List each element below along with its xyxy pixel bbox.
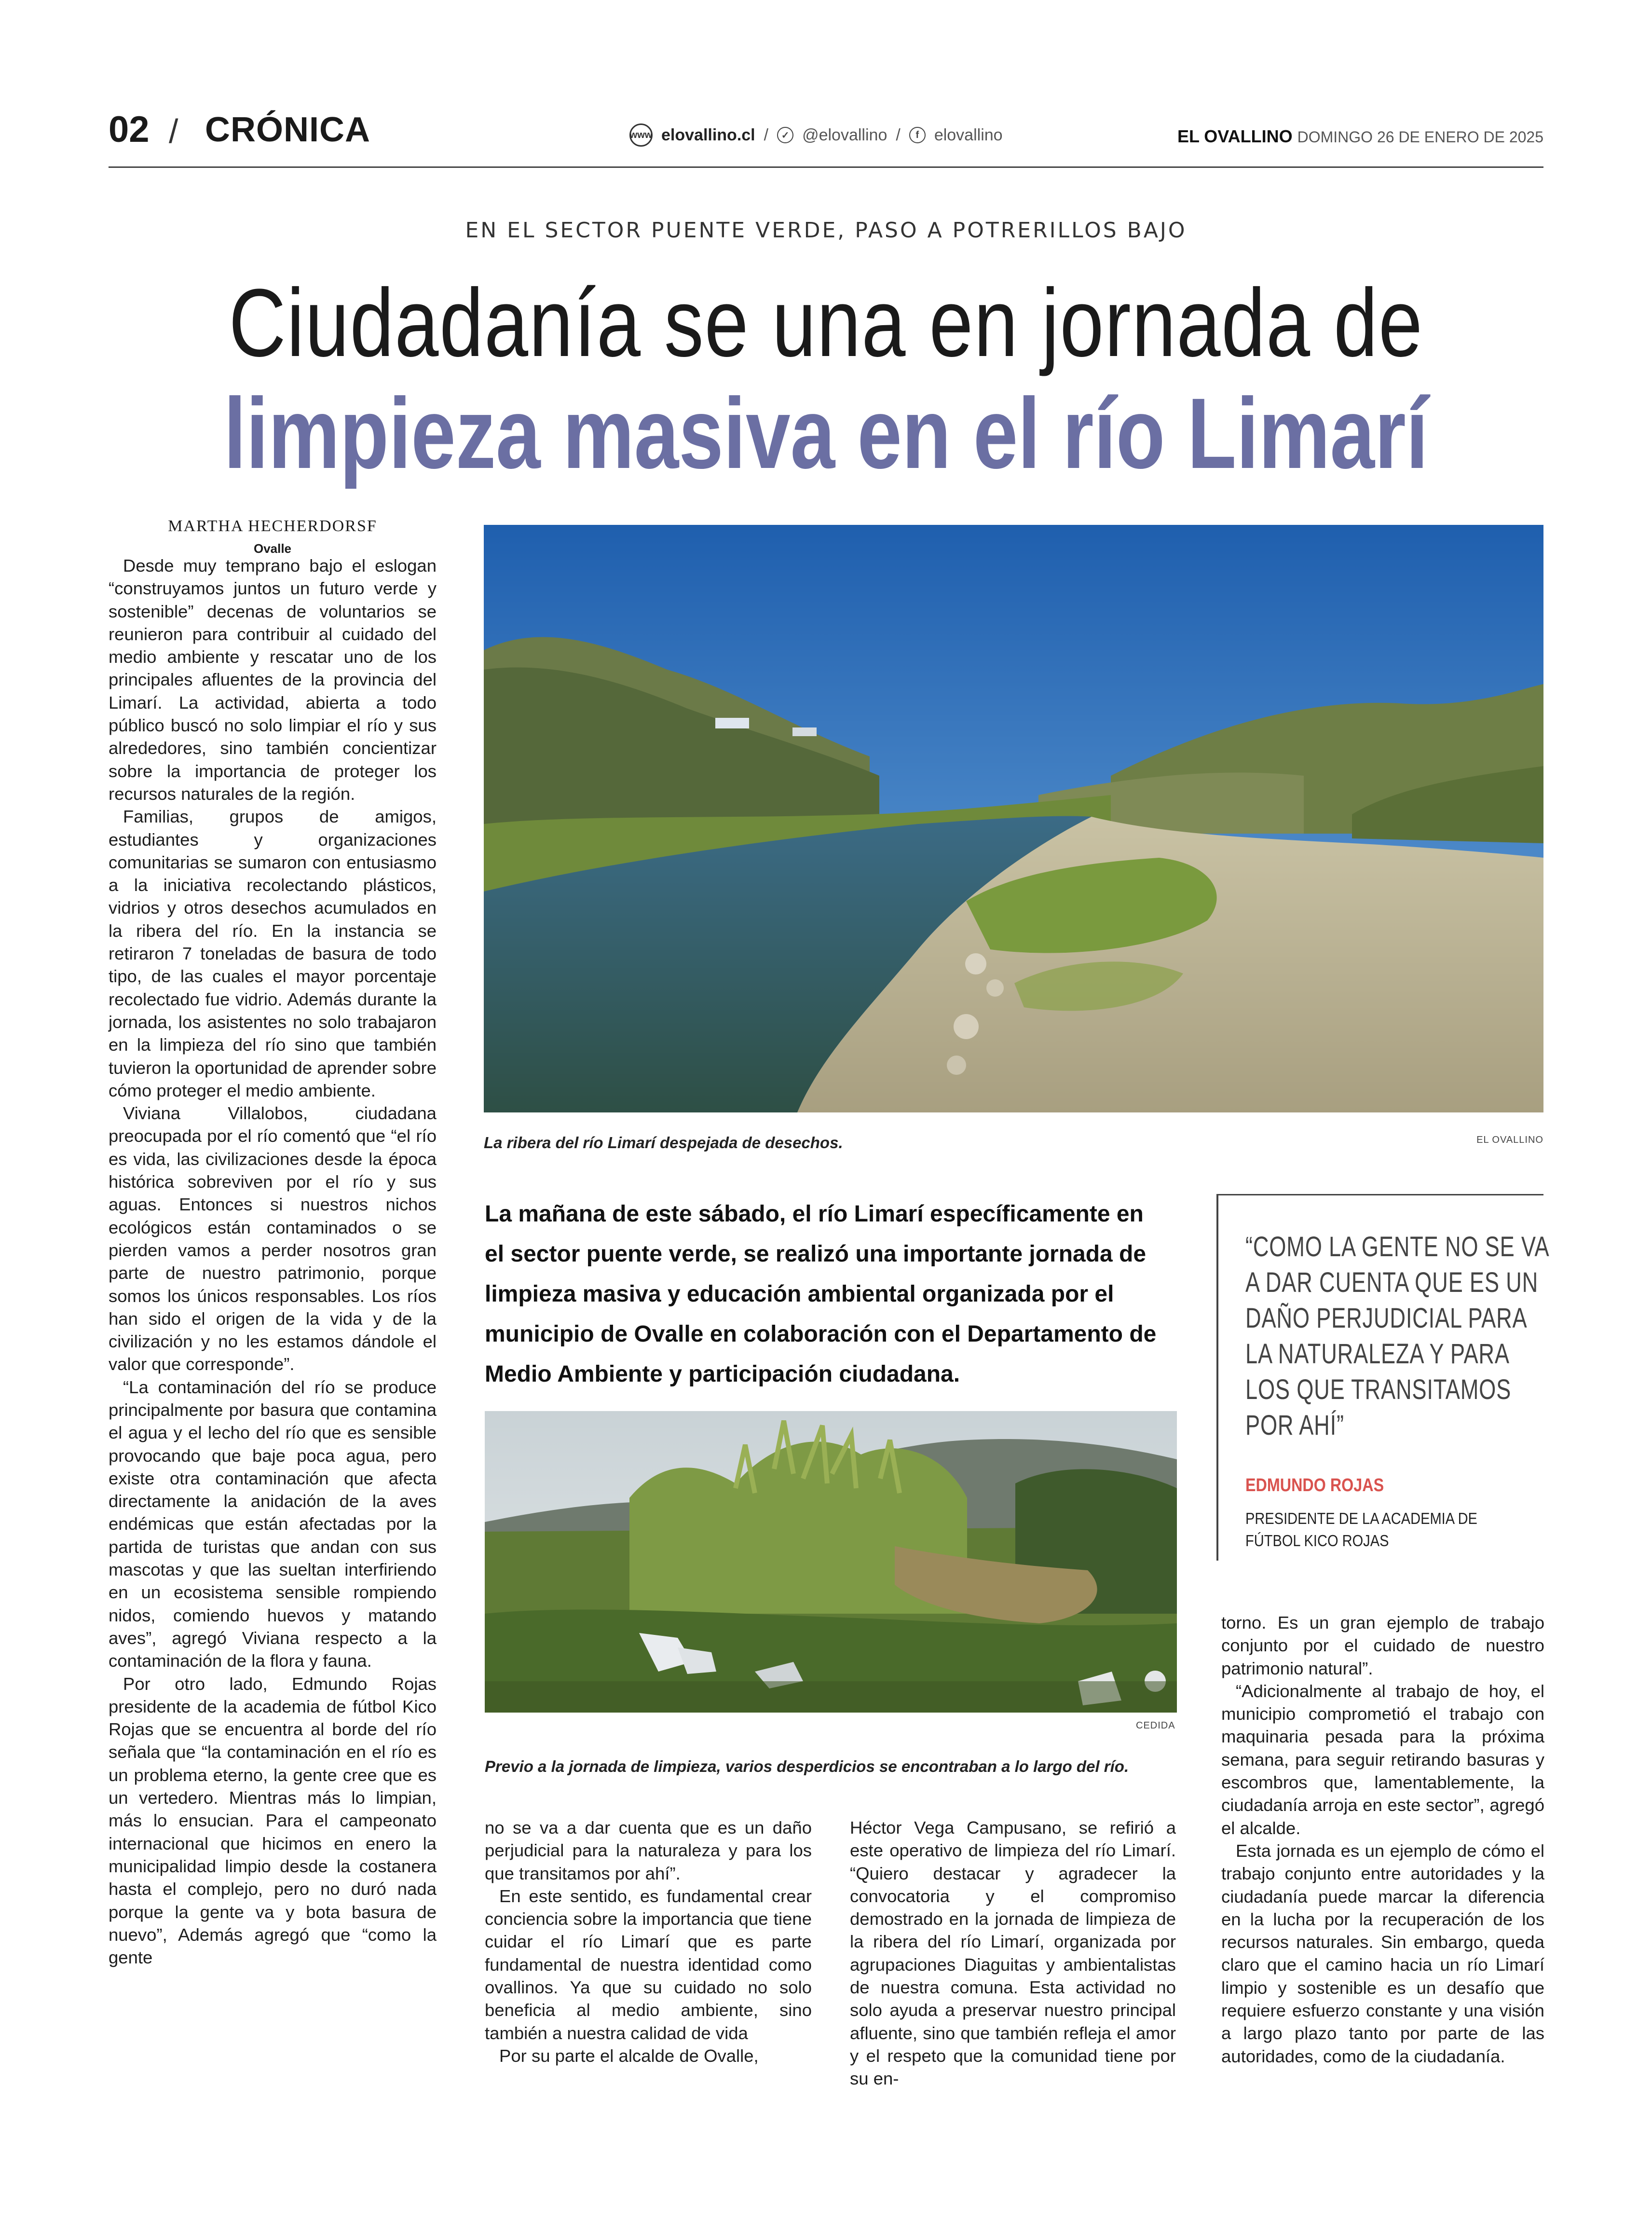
dateline-city: Ovalle	[253, 541, 292, 556]
photo-credit: EL OVALLINO	[1476, 1135, 1543, 1145]
pull-quote-name: EDMUNDO ROJAS	[1245, 1475, 1384, 1495]
paragraph: Esta jornada es un ejemplo de cómo el trabajo conjunto entre autoridades y la ciudadanía puede marcar la diferencia en la lucha por la recuperación de los recursos naturales. Sin embargo, queda claro que el camino hacia un río Limarí limpio y sostenible es un desafío que requiere esfuerzo constante y una visión a largo plazo tanto por parte de las autoridades, como de la ciudadanía.	[1221, 1840, 1544, 2066]
page-number: 02	[109, 109, 150, 150]
article-title-line2: limpieza masiva en el río Limarí	[223, 378, 1429, 490]
photo-caption: Previo a la jornada de limpieza, varios desperdicios se encontraban a lo largo del río.	[485, 1757, 1129, 1775]
paragraph: “La contaminación del río se produce principalmente por basura que contamina el agua y el lecho del río que es sensible provocando que baje poca agua, pero existe otra contaminación que afecta directamente la anidación de la aves endémicas que están afectadas por la partida de turistas que andan con sus mascotas y que las sueltan interfiriendo en un ecosistema sensible rompiendo nidos, comiendo huevos y matando aves”, agregó Viviana respecto a la contaminación de la flora y fauna.	[109, 1377, 437, 1671]
facebook-link[interactable]: elovallino	[934, 125, 1003, 144]
web-icon: www	[629, 123, 653, 147]
pull-quote-text: “COMO LA GENTE NO SE VA A DAR CUENTA QUE ES UN DAÑO PERJUDICIAL PARA LA NATURALEZA Y PARA LOS QUE TRANSITAMOS POR AHÍ”	[1245, 1231, 1548, 1441]
pull-quote-role: PRESIDENTE DE LA ACADEMIA DE FÚTBOL KICO ROJAS	[1245, 1509, 1477, 1550]
website-link[interactable]: elovallino.cl	[661, 125, 755, 144]
masthead-date	[1177, 126, 1543, 147]
twitter-icon: ✓	[777, 127, 793, 143]
paragraph: torno. Es un gran ejemplo de trabajo conjunto por el cuidado de nuestro patrimonio natural”.	[1221, 1613, 1544, 1678]
facebook-icon: f	[909, 127, 926, 143]
article-lead: La mañana de este sábado, el río Limarí específicamente en el sector puente verde, se realizó una importante jornada de limpieza masiva y educación ambiental organizada por el municipio de Ovalle en colaboración con el Departamento de Medio Ambiente y participación ciudadana.	[485, 1201, 1157, 1387]
river-photo	[484, 525, 1543, 1112]
paragraph: no se va a dar cuenta que es un daño perjudicial para la naturaleza y para los que transitamos por ahí”.	[485, 1818, 812, 1883]
debris-photo	[485, 1411, 1177, 1713]
photo-credit: CEDIDA	[1136, 1720, 1175, 1731]
body-column-2	[485, 1816, 812, 2067]
article-kicker: EN EL SECTOR PUENTE VERDE, PASO A POTRERILLOS BAJO	[465, 218, 1187, 243]
header-divider: /	[169, 112, 178, 150]
body-column-4	[1221, 1611, 1544, 2068]
issue-date: DOMINGO 26 DE ENERO DE 2025	[1297, 128, 1543, 146]
body-column-3	[850, 1816, 1176, 2090]
paragraph: Héctor Vega Campusano, se refirió a este operativo de limpieza del río Limarí. “Quiero destacar y agradecer la convocatoria y el compromiso demostrado en la jornada de limpieza de la ribera del río Limarí, organizada por agrupaciones Diaguitas y ambientalistas de nuestra comuna. Esta actividad no solo ayuda a preservar nuestro principal afluente, sino que también refleja el amor y el respeto que la comunidad tiene por su en-	[850, 1818, 1176, 2089]
paragraph: Por otro lado, Edmundo Rojas presidente de la academia de fútbol Kico Rojas que se encuentra al borde del río señala que “la contaminación en el río es un problema eterno, la gente cree que es un vertedero. Mientras más lo limpian, más lo ensucian. Para el campeonato internacional que hicimos en enero la municipalidad limpio desde la costanera hasta el complejo, pero no duró nada porque la gente va y bota basura de nuevo”, Además agregó que “como la gente	[109, 1673, 437, 1968]
header-social	[629, 123, 1003, 147]
newspaper-name: EL OVALLINO	[1177, 126, 1293, 146]
photo-caption: La ribera del río Limarí despejada de desechos.	[484, 1134, 843, 1152]
header-rule	[109, 166, 1543, 168]
author-byline: MARTHA HECHERDORSF	[168, 517, 377, 535]
twitter-link[interactable]: @elovallino	[802, 125, 887, 144]
paragraph: Por su parte el alcalde de Ovalle,	[499, 2045, 759, 2066]
article-title-line1: Ciudadanía se una en jornada de	[229, 269, 1423, 377]
body-column-1	[109, 554, 437, 1969]
divider: /	[896, 125, 901, 144]
paragraph: Familias, grupos de amigos, estudiantes y organizaciones comunitarias se sumaron con entusiasmo a la iniciativa recolectando plásticos, vidrios y otros desechos acumulados en la ribera del río. En la instancia se retiraron 7 toneladas de basura de todo tipo, de las cuales el mayor porcentaje recolectado fue vidrio. Además durante la jornada, los asistentes no solo trabajaron en la limpieza del río sino que también tuvieron la oportunidad de aprender sobre cómo proteger el medio ambiente.	[109, 807, 437, 1100]
paragraph: Viviana Villalobos, ciudadana preocupada por el río comentó que “el río es vida, las civilizaciones desde la época histórica sobreviven por el río y sus aguas. Entonces si nuestros nichos ecológicos están contaminados o se pierden vamos a perder nosotros gran parte de nuestro patrimonio, porque somos los únicos responsables. Los ríos han sido el origen de la vida y de la civilización y no les estamos dándole el valor que corresponde”.	[109, 1103, 437, 1374]
section-title: CRÓNICA	[205, 110, 370, 149]
paragraph: “Adicionalmente al trabajo de hoy, el municipio comprometió el trabajo con maquinaria pesada para la próxima semana, para seguir retirando basuras y escombros que, lamentablemente, la ciudadanía arroja en este sector”, agregó el alcalde.	[1221, 1681, 1544, 1838]
paragraph: Desde muy temprano bajo el eslogan “construyamos juntos un futuro verde y sostenible” decenas de voluntarios se reunieron para contribuir al cuidado del medio ambiente y rescatar uno de los principales afluentes de la provincia del Limarí. La actividad, abierta a todo público buscó no solo limpiar el río y sus alrededores, sino también concientizar sobre la importancia de proteger los recursos naturales de la región.	[109, 556, 437, 804]
divider: /	[764, 125, 769, 144]
paragraph: En este sentido, es fundamental crear conciencia sobre la importancia que tiene cuidar el río Limarí que es parte fundamental de nuestra identidad como ovallinos. Ya que su cuidado no solo beneficia al medio ambiente, sino también a nuestra calidad de vida	[485, 1886, 812, 2043]
